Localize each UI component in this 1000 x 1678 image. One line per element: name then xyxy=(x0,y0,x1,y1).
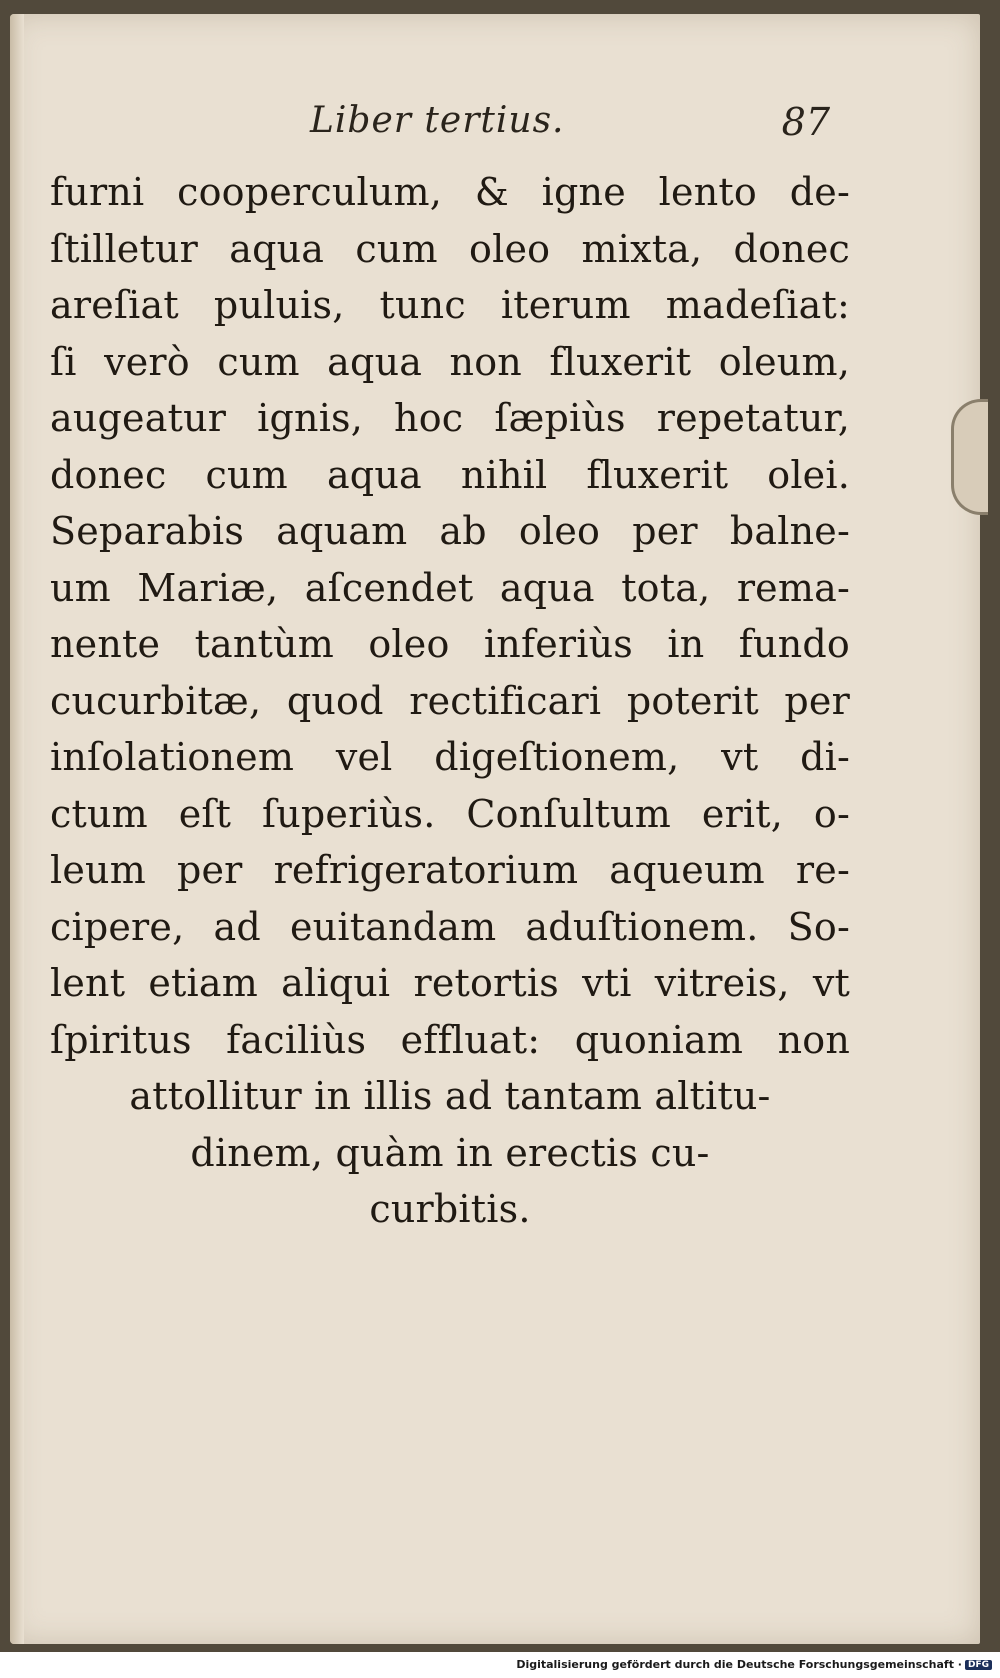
credit-text: Digitalisierung gefördert durch die Deutsche Forschungsgemeinschaft · xyxy=(516,1658,962,1671)
text-line: augeatur ignis, hoc ſæpiùs repetatur, xyxy=(50,396,850,440)
text-line: lent etiam aliqui retortis vti vitreis, vt xyxy=(50,961,850,1005)
text-line: um Mariæ, aſcendet aqua tota, rema- xyxy=(50,565,850,610)
body-text xyxy=(50,164,850,1238)
running-head xyxy=(310,100,830,150)
dfg-badge: DFG xyxy=(965,1660,992,1670)
text-line: leum per refrigeratorium aqueum re- xyxy=(50,848,850,892)
text-line: nente tantùm oleo inferiùs in fundo xyxy=(50,622,850,666)
text-line: ſpiritus faciliùs effluat: quoniam non xyxy=(50,1017,850,1062)
page-gutter-shadow xyxy=(10,14,24,1644)
text-line: inſolationem vel digeſtionem, vt di- xyxy=(50,735,850,779)
text-line: dinem, quàm in erectis cu- xyxy=(190,1130,710,1175)
book-page xyxy=(10,14,980,1644)
text-line: attollitur in illis ad tantam altitu- xyxy=(129,1074,771,1118)
text-line: ſi verò cum aqua non fluxerit oleum, xyxy=(50,339,850,384)
text-line: furni cooperculum, & igne lento de- xyxy=(50,170,850,214)
text-line: cipere, ad euitandam aduſtionem. So- xyxy=(50,904,850,949)
text-line: donec cum aqua nihil fluxerit olei. xyxy=(50,452,850,497)
text-line: areſiat puluis, tunc iterum madeſiat: xyxy=(50,283,850,327)
running-title: Liber tertius. xyxy=(310,100,565,141)
text-line: cucurbitæ, quod rectificari poterit per xyxy=(50,678,850,723)
page-number: 87 xyxy=(781,100,830,144)
text-line: Separabis aquam ab oleo per balne- xyxy=(50,509,850,553)
text-line: ſtilletur aqua cum oleo mixta, donec xyxy=(50,226,850,271)
page-clasp-icon xyxy=(951,399,988,515)
text-line: ctum eſt ſuperiùs. Conſultum erit, o- xyxy=(50,791,850,836)
digitization-credit xyxy=(516,1658,992,1671)
text-line: curbitis. xyxy=(369,1187,531,1231)
